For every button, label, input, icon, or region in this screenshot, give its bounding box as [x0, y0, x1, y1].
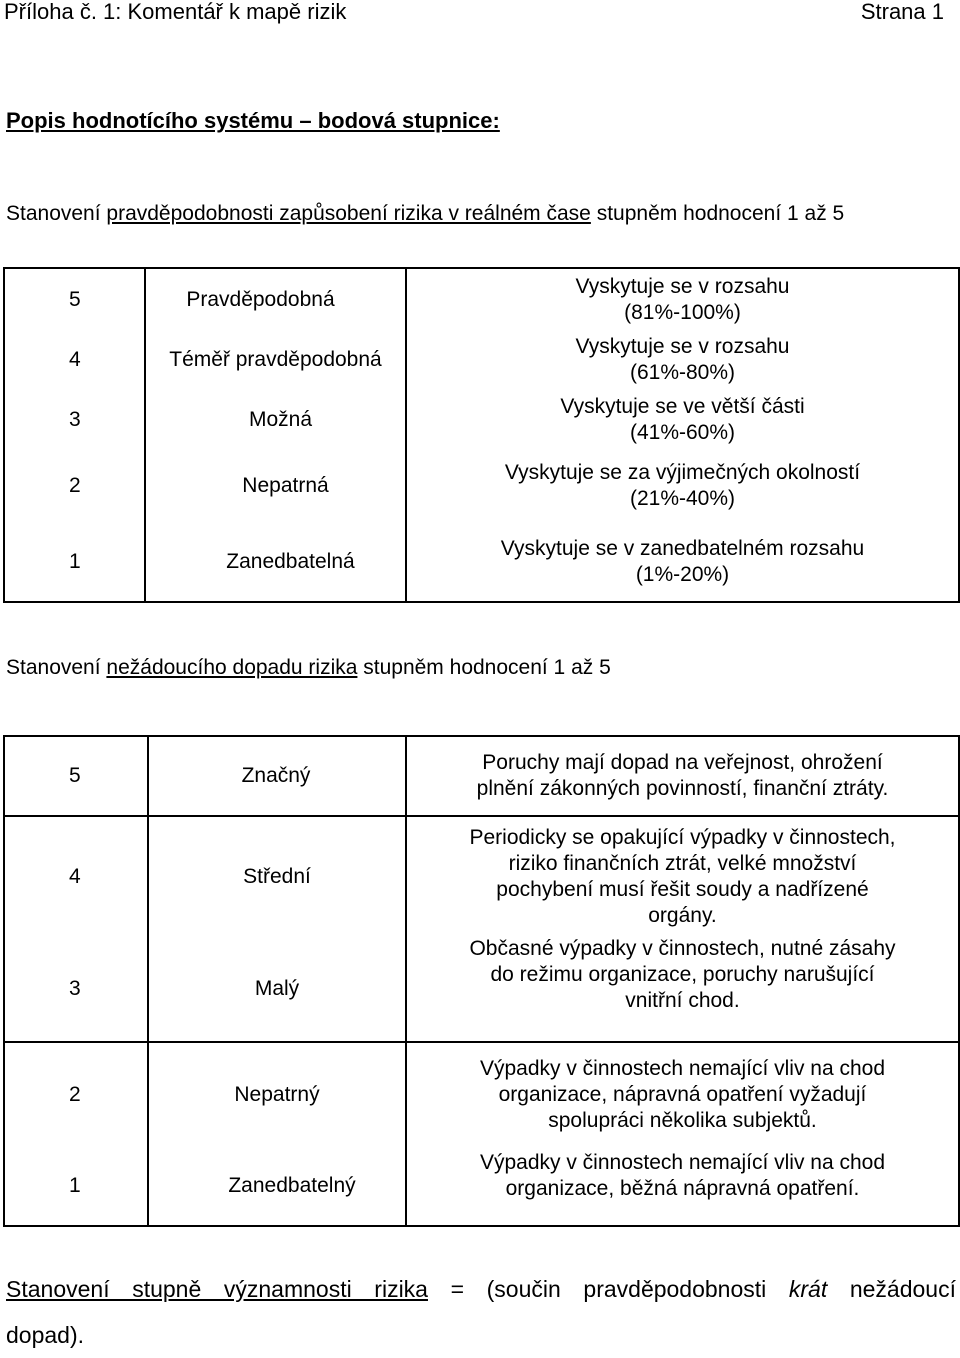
- section-title: Popis hodnotícího systému – bodová stupnice:: [6, 108, 500, 133]
- impact-row: [4, 736, 959, 816]
- impact-heading-link: nežádoucího dopadu rizika: [106, 656, 358, 679]
- probability-desc: Vyskytuje se v rozsahu (81%-100%): [406, 268, 959, 330]
- page-label: Strana 1: [860, 0, 944, 24]
- probability-desc: Vyskytuje se ve větší části (41%-60%): [406, 390, 959, 450]
- probability-num: 2: [4, 450, 145, 522]
- probability-table: [3, 267, 960, 603]
- impact-name: Malý: [148, 936, 406, 1042]
- significance-formula-pre: = (součin pravděpodobnosti: [427, 1276, 789, 1302]
- impact-row: [4, 936, 959, 1042]
- probability-heading-pre: Stanovení: [6, 202, 107, 225]
- attachment-title: Příloha č. 1: Komentář k mapě rizik: [4, 0, 347, 24]
- probability-row: [4, 390, 959, 450]
- probability-num: 5: [4, 268, 145, 330]
- impact-desc: Poruchy mají dopad na veřejnost, ohrožení plnění zákonných povinností, finanční ztráty.: [406, 736, 959, 816]
- impact-row: [4, 816, 959, 936]
- probability-num: 4: [4, 330, 145, 390]
- significance-formula-post: nežádoucí: [827, 1276, 956, 1302]
- probability-name: Téměř pravděpodobná: [145, 330, 406, 390]
- probability-name: Zanedbatelná: [145, 522, 406, 602]
- probability-row: [4, 522, 959, 602]
- impact-desc: Občasné výpadky v činnostech, nutné zásahy do režimu organizace, poruchy narušující vnitřní chod.: [406, 936, 959, 1042]
- probability-desc: Vyskytuje se v zanedbatelném rozsahu (1%-20%): [406, 522, 959, 602]
- impact-name: Střední: [148, 816, 406, 936]
- impact-num: 3: [4, 936, 148, 1042]
- impact-desc: Periodicky se opakující výpadky v činnostech, riziko finančních ztrát, velké množství pochybení musí řešit soudy a nadřízené orgány.: [406, 816, 959, 936]
- impact-num: 2: [4, 1042, 148, 1146]
- impact-name: Značný: [148, 736, 406, 816]
- probability-row: [4, 330, 959, 390]
- probability-num: 1: [4, 522, 145, 602]
- probability-desc: Vyskytuje se v rozsahu (61%-80%): [406, 330, 959, 390]
- impact-row: [4, 1146, 959, 1226]
- probability-name: Nepatrná: [145, 450, 406, 522]
- probability-num: 3: [4, 390, 145, 450]
- impact-name: Nepatrný: [148, 1042, 406, 1146]
- impact-num: 4: [4, 816, 148, 936]
- significance-line2: dopad).: [6, 1322, 85, 1348]
- significance-paragraph: [6, 1266, 956, 1358]
- impact-num: 1: [4, 1146, 148, 1226]
- impact-heading-pre: Stanovení: [6, 656, 107, 679]
- probability-desc: Vyskytuje se za výjimečných okolností (21%-40%): [406, 450, 959, 522]
- impact-name: Zanedbatelný: [148, 1146, 406, 1226]
- impact-heading-post: stupněm hodnocení 1 až 5: [357, 656, 611, 679]
- probability-name: Možná: [145, 390, 406, 450]
- probability-row: [4, 450, 959, 522]
- probability-heading-post: stupněm hodnocení 1 až 5: [590, 202, 845, 225]
- probability-name: Pravděpodobná: [145, 268, 406, 330]
- probability-heading-link: pravděpodobnosti zapůsobení rizika v reálném čase: [106, 202, 591, 225]
- impact-num: 5: [4, 736, 148, 816]
- significance-formula-em: krát: [788, 1276, 828, 1302]
- probability-heading: [6, 202, 844, 226]
- impact-row: [4, 1042, 959, 1146]
- probability-row: [4, 268, 959, 330]
- impact-desc: Výpadky v činnostech nemající vliv na chod organizace, nápravná opatření vyžadují spolupráci několika subjektů.: [406, 1042, 959, 1146]
- impact-heading: [6, 656, 611, 680]
- impact-desc: Výpadky v činnostech nemající vliv na chod organizace, běžná nápravná opatření.: [406, 1146, 959, 1226]
- significance-link: Stanovení stupně významnosti rizika: [6, 1276, 428, 1302]
- impact-table: [3, 735, 960, 1227]
